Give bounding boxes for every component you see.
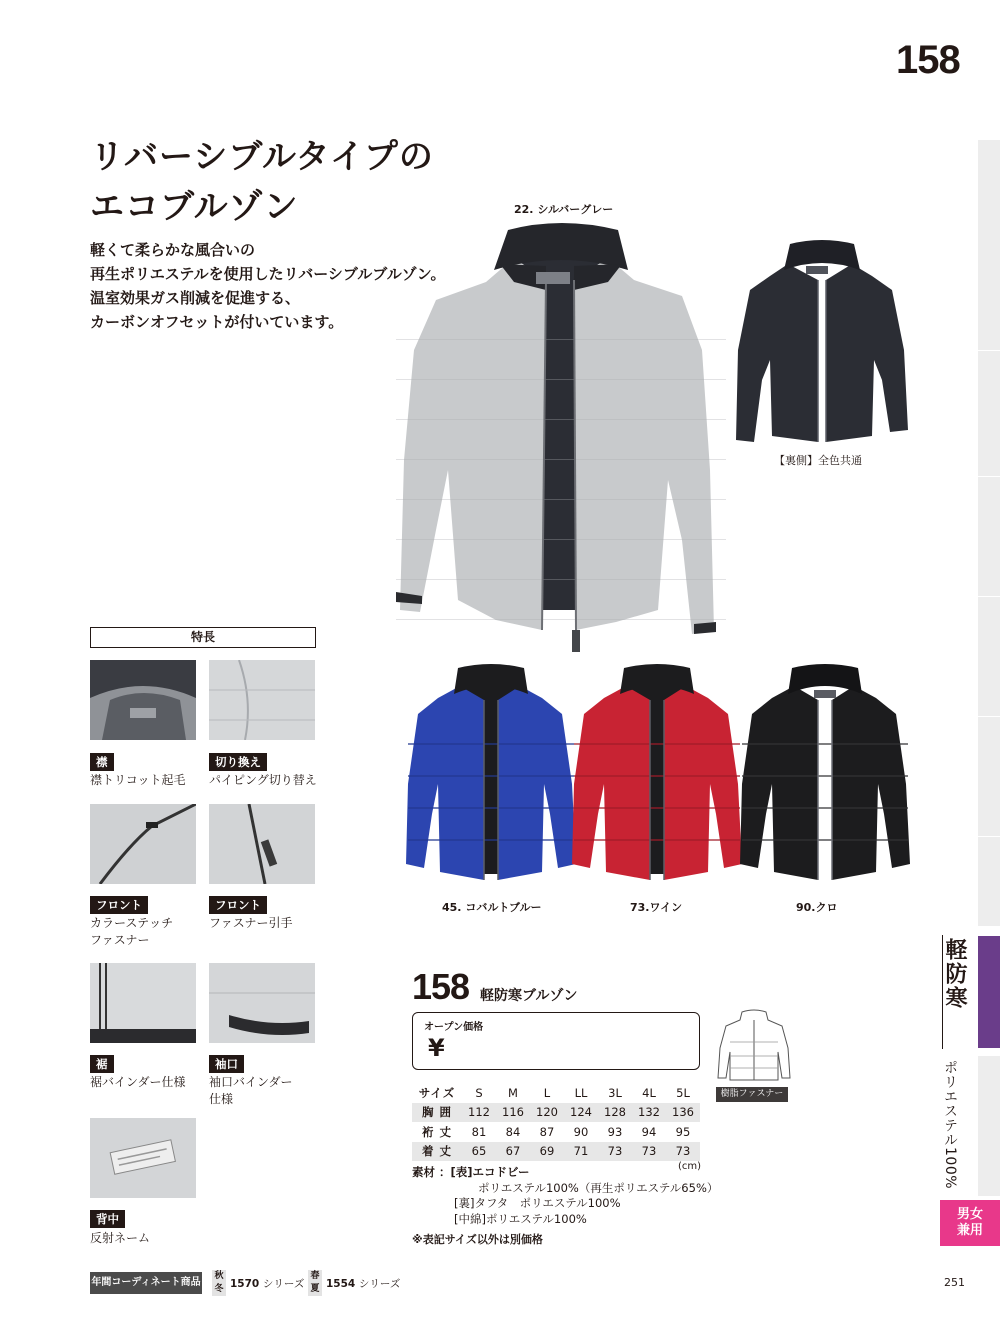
tab-divider bbox=[978, 350, 1000, 351]
feature-thumb-hem bbox=[90, 963, 196, 1043]
season-badge: 春 夏 bbox=[308, 1270, 322, 1296]
color-label-black: 90.クロ bbox=[796, 901, 838, 914]
feature-tag: 切り換え bbox=[209, 753, 267, 771]
feature-desc: 反射ネーム bbox=[90, 1231, 151, 1245]
jacket-black-image bbox=[738, 664, 912, 894]
feature-thumb-reflective bbox=[90, 1118, 196, 1198]
feature-tag: 襟 bbox=[90, 753, 114, 771]
feature-thumb-cuff bbox=[209, 963, 315, 1043]
price-label: オープン価格 bbox=[424, 1022, 484, 1033]
zipper-tag: 樹脂ファスナー bbox=[716, 1087, 788, 1102]
coordinate-label: 年間コーディネート商品 bbox=[90, 1272, 202, 1294]
color-label-blue: 45. コバルトブルー bbox=[442, 901, 542, 914]
jacket-reverse-image bbox=[732, 240, 912, 450]
feature-desc: 袖口バインダー 仕様 bbox=[209, 1075, 293, 1106]
product-name: 軽防寒ブルゾン bbox=[480, 988, 578, 1004]
jacket-silver-image bbox=[396, 220, 726, 660]
feature-tag: フロント bbox=[90, 896, 148, 914]
size-note: ※表記サイズ以外は別価格 bbox=[412, 1233, 543, 1246]
jacket-blue-image bbox=[404, 664, 578, 894]
index-tab-strip bbox=[978, 140, 1000, 926]
size-unit: (cm) bbox=[678, 1161, 702, 1172]
feature-desc: 裾バインダー仕様 bbox=[90, 1075, 186, 1089]
series-link[interactable]: 1570 シリーズ bbox=[230, 1278, 305, 1290]
feature-thumb-zipper-pull bbox=[209, 804, 315, 884]
tab-divider bbox=[978, 836, 1000, 837]
product-number: 158 bbox=[412, 966, 470, 1007]
feature-tag: 裾 bbox=[90, 1055, 114, 1073]
size-table bbox=[412, 1083, 700, 1161]
page-number: 158 bbox=[896, 38, 960, 82]
feature-tag: フロント bbox=[209, 896, 267, 914]
color-label-main: 22. シルバーグレー bbox=[514, 203, 614, 216]
table-row: 裄 丈 81 84 87 90 93 94 95 bbox=[421, 1124, 691, 1139]
jacket-line-drawing bbox=[716, 1008, 792, 1084]
season-badge: 秋 冬 bbox=[212, 1270, 226, 1296]
jacket-red-image bbox=[570, 664, 744, 894]
tab-divider bbox=[978, 596, 1000, 597]
folio: 251 bbox=[944, 1276, 965, 1289]
feature-desc: ファスナー引手 bbox=[209, 916, 293, 930]
price-symbol: ¥ bbox=[428, 1034, 445, 1062]
feature-desc: 襟トリコット起毛 bbox=[90, 773, 186, 787]
side-material: ポリエステル100% bbox=[942, 1060, 958, 1190]
feature-thumb-piping bbox=[209, 660, 315, 740]
table-row: 着 丈 65 67 69 71 73 73 73 bbox=[412, 1142, 700, 1162]
materials: 素材 ：[表]エコドビー ポリエステル100%（再生ポリエステル65%） [裏]タフタ ポリエステル100% [中綿]ポリエステル100% bbox=[412, 1165, 719, 1226]
series-link[interactable]: 1554 シリーズ bbox=[326, 1278, 401, 1290]
size-table-header: サイズ S M L LL 3L 4L 5L bbox=[418, 1085, 690, 1100]
feature-tag: 袖口 bbox=[209, 1055, 244, 1073]
tab-divider bbox=[978, 476, 1000, 477]
side-category: 軽防寒 bbox=[942, 938, 967, 1010]
color-label-red: 73.ワイン bbox=[630, 901, 683, 914]
index-tab-strip-lower bbox=[978, 1056, 1000, 1196]
feature-desc: パイピング切り替え bbox=[209, 773, 317, 787]
index-tab-active[interactable] bbox=[978, 936, 1000, 1048]
tab-divider bbox=[978, 716, 1000, 717]
feature-desc: カラーステッチ ファスナー bbox=[90, 916, 174, 947]
feature-thumb-stitch-zipper bbox=[90, 804, 196, 884]
table-row: 胸 囲 112 116 120 124 128 132 136 bbox=[412, 1103, 700, 1123]
lead-copy: 軽くて柔らかな風合いの 再生ポリエステルを使用したリバーシブルブルゾン。 温室効果ガス削減を促進する、 カーボンオフセットが付いています。 bbox=[90, 241, 446, 331]
color-label-reverse: 【裏側】全色共通 bbox=[774, 454, 862, 467]
feature-tag: 背中 bbox=[90, 1210, 125, 1228]
headline: リバーシブルタイプの エコブルゾン bbox=[90, 137, 434, 227]
features-header: 特長 bbox=[90, 627, 316, 648]
feature-thumb-collar bbox=[90, 660, 196, 740]
unisex-badge: 男女 兼用 bbox=[940, 1200, 1000, 1246]
